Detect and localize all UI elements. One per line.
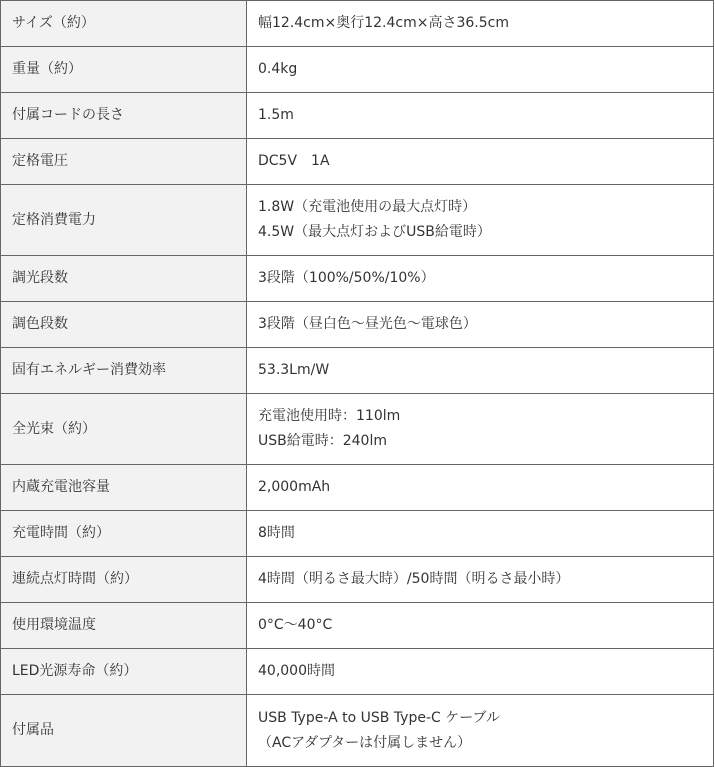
spec-value [247,348,714,394]
spec-value-line: 2,000mAh [258,479,331,495]
spec-value-line: 0°C〜40°C [258,617,333,633]
spec-value-line: 40,000時間 [258,663,335,679]
spec-value [247,139,714,185]
spec-value [247,1,714,47]
spec-value [247,465,714,511]
spec-row-runtime [1,557,714,603]
spec-row-color-levels [1,302,714,348]
spec-label: 重量（約） [1,47,247,93]
spec-value-line: 8時間 [258,525,295,541]
spec-label: 定格消費電力 [1,185,247,256]
spec-value-line: 3段階（昼白色〜昼光色〜電球色） [258,316,477,332]
spec-row-weight [1,47,714,93]
spec-value-line: 4時間（明るさ最大時）/50時間（明るさ最小時） [258,571,570,587]
spec-label: サイズ（約） [1,1,247,47]
spec-label: 充電時間（約） [1,511,247,557]
spec-value [247,47,714,93]
spec-label: LED光源寿命（約） [1,649,247,695]
spec-value-line: USB Type-A to USB Type-C ケーブル [258,709,500,726]
spec-value [247,511,714,557]
spec-label: 使用環境温度 [1,603,247,649]
spec-value-line: 4.5W（最大点灯およびUSB給電時） [258,224,491,240]
spec-label: 付属コードの長さ [1,93,247,139]
spec-label: 固有エネルギー消費効率 [1,348,247,394]
spec-value-line: 3段階（100%/50%/10%） [258,270,435,286]
spec-row-size [1,1,714,47]
spec-value-line: 1.5m [258,107,294,123]
spec-row-operating-temp [1,603,714,649]
spec-value-line: DC5V 1A [258,153,330,169]
spec-value-line: 1.8W（充電池使用の最大点灯時） [258,199,477,215]
spec-label: 全光束（約） [1,394,247,465]
spec-row-luminous-flux [1,394,714,465]
spec-value [247,695,714,767]
spec-row-led-lifetime [1,649,714,695]
spec-value [247,93,714,139]
spec-value-line: 53.3Lm/W [258,362,330,378]
spec-row-rated-power [1,185,714,256]
spec-value-line: 0.4kg [258,61,298,77]
spec-value [247,394,714,465]
spec-row-charge-time [1,511,714,557]
spec-label: 調光段数 [1,256,247,302]
spec-row-efficiency [1,348,714,394]
spec-label: 付属品 [1,695,247,767]
spec-value [247,603,714,649]
spec-value-line: （ACアダプターは付属しません） [258,734,472,751]
spec-value [247,256,714,302]
spec-row-dimming-levels [1,256,714,302]
spec-value-line: USB給電時：240lm [258,433,387,449]
spec-row-battery-capacity [1,465,714,511]
spec-row-rated-voltage [1,139,714,185]
spec-value [247,649,714,695]
spec-value-line: 幅12.4cm×奥行12.4cm×高さ36.5cm [258,15,509,31]
spec-label: 連続点灯時間（約） [1,557,247,603]
spec-value [247,557,714,603]
spec-label: 定格電圧 [1,139,247,185]
spec-row-cord-length [1,93,714,139]
spec-label: 調色段数 [1,302,247,348]
spec-value [247,185,714,256]
spec-value-line: 充電池使用時：110lm [258,408,401,424]
spec-value [247,302,714,348]
spec-row-accessories [1,695,714,767]
spec-label: 内蔵充電池容量 [1,465,247,511]
